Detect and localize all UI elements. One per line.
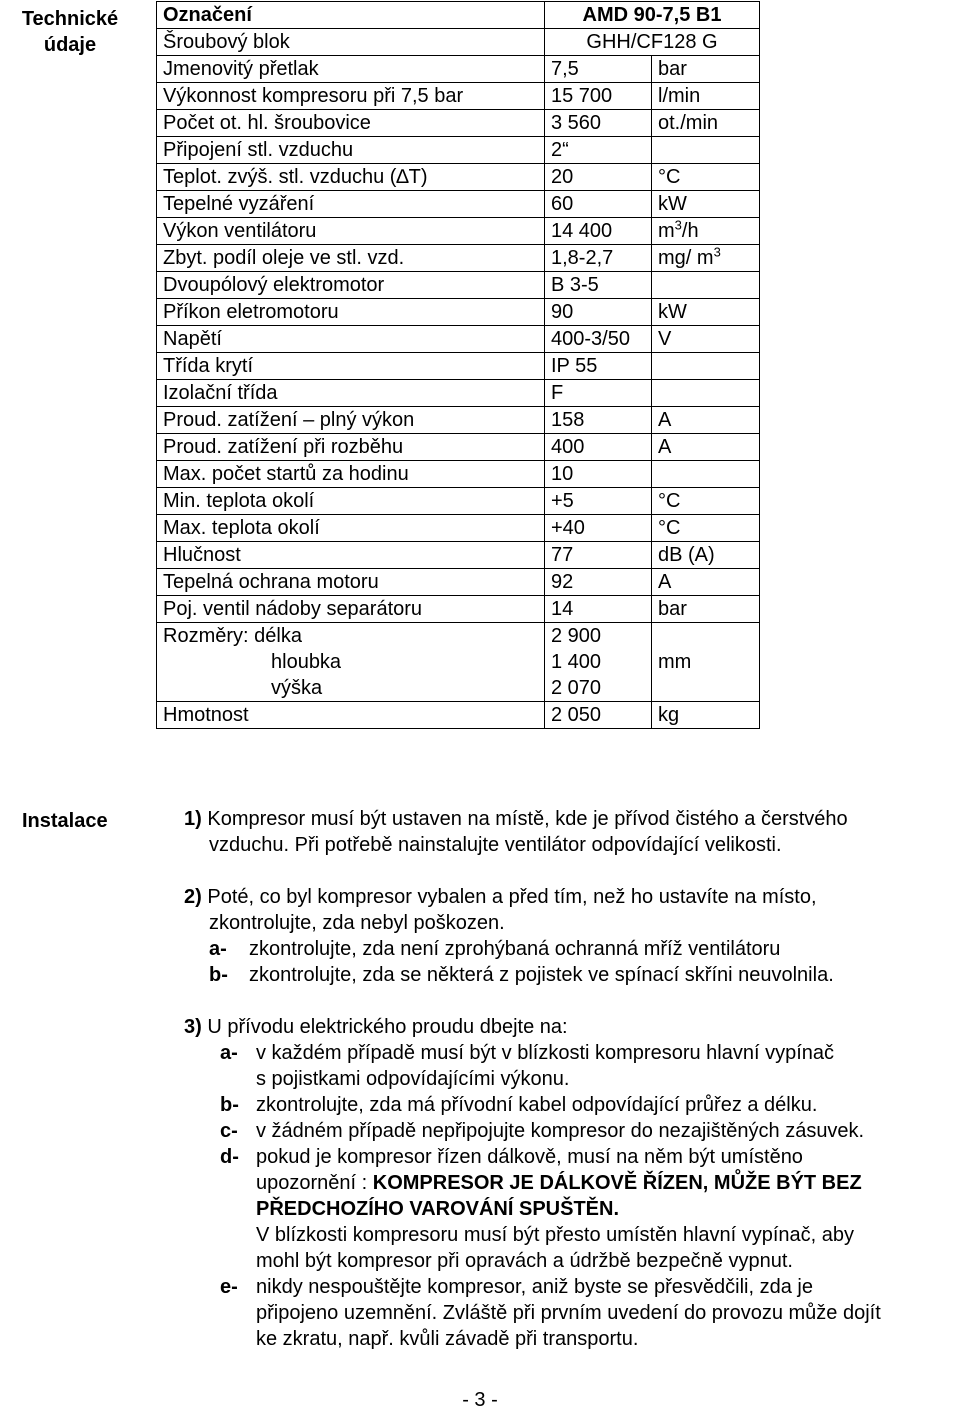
dimensions-length-value: 2 900: [551, 625, 602, 647]
spec-unit: kW: [652, 299, 760, 326]
dimensions-values: [545, 623, 652, 702]
list-item-text: připojeno uzemnění. Zvláště při prvním uvedení do provozu může dojít: [256, 1302, 881, 1324]
spec-label: Proud. zatížení při rozběhu: [157, 434, 545, 461]
spec-label: Třída krytí: [157, 353, 545, 380]
spec-label: Hlučnost: [157, 542, 545, 569]
dimensions-unit: mm: [652, 623, 760, 702]
spec-row: [157, 137, 760, 164]
spec-unit: °C: [652, 488, 760, 515]
spec-row: [157, 191, 760, 218]
spec-unit: [652, 245, 760, 272]
spec-value: 92: [545, 569, 652, 596]
instruction-2: [184, 884, 956, 988]
spec-label: Jmenovitý přetlak: [157, 56, 545, 83]
spec-unit-exponent: 3: [713, 244, 721, 260]
spec-unit: [652, 461, 760, 488]
spec-row: [157, 542, 760, 569]
spec-value: +40: [545, 515, 652, 542]
spec-label: Napětí: [157, 326, 545, 353]
list-item: [177, 936, 956, 962]
instruction-text: Poté, co byl kompresor vybalen a před tím, než ho ustavíte na místo,: [201, 886, 817, 908]
instruction-number: 1): [184, 808, 202, 830]
spec-row: [157, 407, 760, 434]
list-item: [184, 1040, 956, 1092]
spec-unit: l/min: [652, 83, 760, 110]
spec-value: 400-3/50: [545, 326, 652, 353]
spec-row: [157, 569, 760, 596]
spec-unit: kW: [652, 191, 760, 218]
spec-row: [157, 83, 760, 110]
spec-sub-row: [157, 29, 760, 56]
list-item-text: ke zkratu, např. kvůli závadě při transportu.: [256, 1328, 639, 1350]
weight-label: Hmotnost: [157, 702, 545, 729]
list-item-text: zkontrolujte, zda není zprohýbaná ochranná mříž ventilátoru: [249, 938, 781, 960]
spec-unit-tail: /h: [681, 220, 699, 242]
spec-row-dimensions: [157, 623, 760, 702]
list-item: [184, 1092, 956, 1118]
list-item-letter: b-: [209, 964, 228, 986]
spec-unit: bar: [652, 56, 760, 83]
spec-unit: ot./min: [652, 110, 760, 137]
spec-row: [157, 110, 760, 137]
section-title-line2: údaje: [43, 34, 97, 56]
spec-row: [157, 515, 760, 542]
spec-unit-base: m: [658, 220, 675, 242]
spec-value: 15 700: [545, 83, 652, 110]
spec-sub-label: Šroubový blok: [157, 29, 545, 56]
spec-row: [157, 434, 760, 461]
spec-label: Teplot. zvýš. stl. vzduchu (∆T): [157, 164, 545, 191]
spec-value: 3 560: [545, 110, 652, 137]
list-item-letter: c-: [220, 1120, 238, 1142]
spec-sub-value: GHH/CF128 G: [545, 29, 760, 56]
spec-unit: [652, 272, 760, 299]
spec-unit: A: [652, 407, 760, 434]
spec-label: Dvoupólový elektromotor: [157, 272, 545, 299]
spec-label: Tepelná ochrana motoru: [157, 569, 545, 596]
dimensions-depth-value: 1 400: [551, 651, 602, 673]
list-item-text: nikdy nespouštějte kompresor, aniž byste se přesvědčili, zda je: [256, 1276, 813, 1298]
list-item: [184, 1144, 956, 1274]
spec-label: Max. počet startů za hodinu: [157, 461, 545, 488]
spec-row: [157, 56, 760, 83]
spec-row-weight: [157, 702, 760, 729]
spec-label: Výkonnost kompresoru při 7,5 bar: [157, 83, 545, 110]
spec-unit: V: [652, 326, 760, 353]
spec-label: Příkon eletromotoru: [157, 299, 545, 326]
spec-label: Min. teplota okolí: [157, 488, 545, 515]
spec-value: 10: [545, 461, 652, 488]
spec-header-label: Označení: [157, 2, 545, 29]
instruction-text-cont: zkontrolujte, zda nebyl poškozen.: [209, 912, 505, 934]
instruction-text-cont: vzduchu. Při potřebě nainstalujte ventilátor odpovídající velikosti.: [209, 834, 782, 856]
list-item-text: s pojistkami odpovídajícími výkonu.: [256, 1068, 570, 1090]
section-title-technical-data: [0, 6, 140, 58]
warning-text: KOMPRESOR JE DÁLKOVĚ ŘÍZEN, MŮŽE BÝT BEZ: [372, 1172, 862, 1194]
spec-row: [157, 245, 760, 272]
spec-label: Připojení stl. vzduchu: [157, 137, 545, 164]
spec-value: 60: [545, 191, 652, 218]
dimensions-length-label: Rozměry: délka: [163, 625, 302, 647]
spec-unit: °C: [652, 164, 760, 191]
list-item-text: v každém případě musí být v blízkosti kompresoru hlavní vypínač: [256, 1042, 835, 1064]
spec-row: [157, 461, 760, 488]
dimensions-depth-label: hloubka: [271, 651, 342, 673]
spec-value: 14 400: [545, 218, 652, 245]
spec-unit: [652, 380, 760, 407]
spec-label: Výkon ventilátoru: [157, 218, 545, 245]
spec-value: 20: [545, 164, 652, 191]
spec-unit-exponent: 3: [674, 217, 682, 233]
spec-value: 158: [545, 407, 652, 434]
spec-label: Tepelné vyzáření: [157, 191, 545, 218]
spec-unit: bar: [652, 596, 760, 623]
spec-row: [157, 164, 760, 191]
dimensions-height-label: výška: [271, 677, 323, 699]
warning-text: PŘEDCHOZÍHO VAROVÁNÍ SPUŠTĚN.: [256, 1198, 619, 1220]
list-item: [184, 1118, 956, 1144]
list-item-letter: a-: [209, 938, 227, 960]
spec-unit-base: mg/ m: [658, 247, 714, 269]
instruction-1: [184, 806, 956, 858]
spec-value: 2“: [545, 137, 652, 164]
list-item-text: pokud je kompresor řízen dálkově, musí na něm být umístěno: [256, 1146, 803, 1168]
list-item-letter: b-: [220, 1094, 239, 1116]
spec-unit: °C: [652, 515, 760, 542]
spec-unit: [652, 137, 760, 164]
instruction-number: 2): [184, 886, 202, 908]
spec-value: 7,5: [545, 56, 652, 83]
spec-table: [156, 1, 760, 729]
list-item-letter: a-: [220, 1042, 238, 1064]
list-item: [184, 1274, 956, 1352]
spec-unit: A: [652, 434, 760, 461]
spec-row: [157, 218, 760, 245]
instruction-text: Kompresor musí být ustaven na místě, kde je přívod čistého a čerstvého: [201, 808, 848, 830]
list-item-letter: d-: [220, 1146, 239, 1168]
spec-unit: A: [652, 569, 760, 596]
page-number: - 3 -: [462, 1389, 498, 1411]
spec-row: [157, 380, 760, 407]
spec-row: [157, 326, 760, 353]
dimensions-label: [157, 623, 545, 702]
spec-label: Poj. ventil nádoby separátoru: [157, 596, 545, 623]
spec-row: [157, 272, 760, 299]
spec-label: Počet ot. hl. šroubovice: [157, 110, 545, 137]
dimensions-height-value: 2 070: [551, 677, 602, 699]
section-label-installation: Instalace: [22, 810, 108, 832]
instruction-3: [184, 1014, 956, 1352]
spec-value: 77: [545, 542, 652, 569]
spec-row: [157, 488, 760, 515]
spec-row: [157, 596, 760, 623]
spec-value: 400: [545, 434, 652, 461]
installation-instructions: [184, 806, 956, 1352]
spec-row: [157, 299, 760, 326]
list-item-text: zkontrolujte, zda se některá z pojistek ve spínací skříni neuvolnila.: [249, 964, 834, 986]
spec-value: 1,8-2,7: [545, 245, 652, 272]
list-item-text: upozornění :: [256, 1172, 373, 1194]
weight-unit: kg: [652, 702, 760, 729]
spec-value: +5: [545, 488, 652, 515]
list-item: [177, 962, 956, 988]
spec-label: Zbyt. podíl oleje ve stl. vzd.: [157, 245, 545, 272]
instruction-text: U přívodu elektrického proudu dbejte na:: [201, 1016, 568, 1038]
section-title-line1: Technické: [21, 8, 119, 30]
spec-value: 90: [545, 299, 652, 326]
spec-label: Proud. zatížení – plný výkon: [157, 407, 545, 434]
weight-value: 2 050: [545, 702, 652, 729]
list-item-text: zkontrolujte, zda má přívodní kabel odpovídající průřez a délku.: [256, 1094, 818, 1116]
list-item-letter: e-: [220, 1276, 238, 1298]
spec-value: IP 55: [545, 353, 652, 380]
list-item-text: v žádném případě nepřipojujte kompresor do nezajištěných zásuvek.: [256, 1120, 865, 1142]
spec-header-value: AMD 90-7,5 B1: [545, 2, 760, 29]
spec-unit: [652, 353, 760, 380]
spec-value: F: [545, 380, 652, 407]
spec-value: 14: [545, 596, 652, 623]
spec-label: Max. teplota okolí: [157, 515, 545, 542]
spec-value: B 3-5: [545, 272, 652, 299]
spec-label: Izolační třída: [157, 380, 545, 407]
spec-unit: dB (A): [652, 542, 760, 569]
spec-header-row: [157, 2, 760, 29]
spec-row: [157, 353, 760, 380]
list-item-text: V blízkosti kompresoru musí být přesto umístěn hlavní vypínač, aby: [256, 1224, 855, 1246]
list-item-text: mohl být kompresor při opravách a údržbě bezpečně vypnut.: [256, 1250, 793, 1272]
instruction-number: 3): [184, 1016, 202, 1038]
spec-unit: [652, 218, 760, 245]
